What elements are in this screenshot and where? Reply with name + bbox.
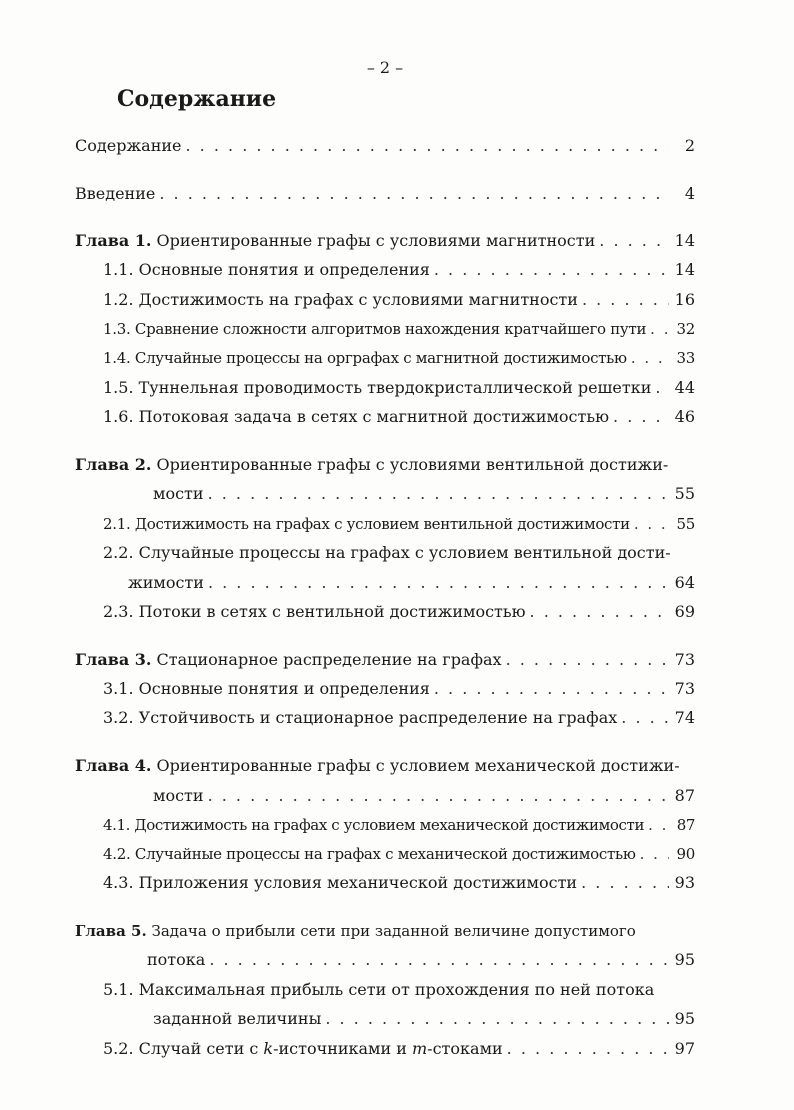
section-number: 2.1. — [103, 515, 131, 533]
section-number: 5.2. — [103, 1039, 134, 1058]
entry-text: Введение — [75, 184, 156, 203]
leader-dots — [655, 378, 669, 398]
toc-entry-1-2[interactable] — [103, 290, 695, 310]
leader-dots — [613, 407, 669, 427]
toc-entry-chapter-4-line1[interactable] — [75, 756, 695, 776]
toc-entry-contents[interactable] — [75, 136, 695, 156]
entry-text: Достижимость на графах с условием механической достижимости — [134, 816, 645, 834]
leader-dots — [434, 679, 669, 699]
entry-text: Случайные процессы на графах с механической достижимостью — [134, 845, 636, 863]
toc-entry-chapter-4[interactable] — [153, 786, 695, 806]
toc-entry-5-2[interactable] — [103, 1039, 695, 1059]
section-number: 1.4. — [103, 349, 131, 367]
toc-entry-chapter-2-line1[interactable] — [75, 455, 695, 475]
entry-text: мости — [153, 786, 204, 805]
chapter-label: Глава 4. — [75, 756, 152, 775]
entry-page: 73 — [674, 650, 695, 669]
entry-text: Туннельная проводимость твердокристаллической решетки — [138, 378, 652, 397]
entry-page: 97 — [674, 1039, 695, 1058]
section-number: 3.1. — [103, 679, 134, 698]
entry-page: 95 — [674, 950, 695, 969]
entry-page: 93 — [674, 873, 695, 892]
entry-text: Потоковая задача в сетях с магнитной достижимостью — [138, 407, 610, 426]
entry-text: Достижимость на графах с условиями магнитности — [138, 290, 578, 309]
leader-dots — [208, 484, 669, 504]
page-number: – 2 – — [366, 58, 404, 77]
leader-dots — [634, 514, 669, 534]
entry-text: Основные понятия и определения — [138, 260, 430, 279]
toc-entry-1-6[interactable] — [103, 407, 695, 427]
leader-dots — [640, 844, 669, 864]
leader-dots — [208, 573, 669, 593]
math-k: k — [263, 1039, 274, 1058]
chapter-label: Глава 2. — [75, 455, 152, 474]
leader-dots — [325, 1009, 669, 1029]
toc-entry-4-2[interactable] — [103, 844, 695, 864]
entry-page: 73 — [674, 679, 695, 698]
entry-text: Случайные процессы на орграфах с магнитной достижимостью — [134, 349, 627, 367]
section-number: 1.2. — [103, 290, 134, 309]
section-number: 1.3. — [103, 320, 131, 338]
toc-entry-4-1[interactable] — [103, 815, 695, 835]
math-m: m — [412, 1039, 428, 1058]
leader-dots — [434, 260, 669, 280]
entry-page: 55 — [676, 515, 695, 533]
leader-dots — [582, 290, 669, 310]
entry-text: Ориентированные графы с условиями магнитности — [156, 231, 596, 250]
entry-page: 14 — [674, 260, 695, 279]
toc-entry-2-2[interactable] — [128, 573, 695, 593]
entry-page: 14 — [674, 231, 695, 250]
chapter-label: Глава 5. — [75, 922, 147, 940]
entry-page: 46 — [674, 407, 695, 426]
entry-text: Достижимость на графах с условием вентильной достижимости — [134, 515, 630, 533]
entry-text: Стационарное распределение на графах — [156, 650, 502, 669]
entry-text-c: -стоками — [427, 1039, 503, 1058]
toc-entry-intro[interactable] — [75, 184, 695, 204]
entry-page: 16 — [674, 290, 695, 309]
leader-dots — [209, 950, 669, 970]
leader-dots — [581, 873, 669, 893]
entry-page: 64 — [674, 573, 695, 592]
entry-text: Сравнение сложности алгоритмов нахождения кратчайшего пути — [134, 320, 647, 338]
entry-page: 87 — [676, 816, 695, 834]
toc-entry-1-1[interactable] — [103, 260, 695, 280]
entry-page: 90 — [676, 845, 695, 863]
section-number: 2.2. — [103, 543, 134, 562]
toc-entry-chapter-1[interactable] — [75, 231, 695, 251]
section-number: 4.1. — [103, 816, 131, 834]
leader-dots — [631, 348, 669, 368]
entry-page: 2 — [684, 136, 695, 155]
entry-text-b: -источниками и — [273, 1039, 412, 1058]
toc-entry-chapter-2[interactable] — [153, 484, 695, 504]
toc-entry-1-4[interactable] — [103, 348, 695, 368]
toc-entry-2-1[interactable] — [103, 514, 695, 534]
entry-text: Приложения условия механической достижимости — [138, 873, 578, 892]
entry-page: 33 — [676, 349, 695, 367]
toc-entry-1-3[interactable] — [103, 319, 695, 339]
entry-text: Ориентированные графы с условием механической достижи- — [156, 756, 680, 775]
leader-dots — [159, 184, 669, 204]
toc-entry-2-2-line1[interactable] — [103, 543, 723, 563]
leader-dots — [599, 231, 669, 251]
entry-text: мости — [153, 484, 204, 503]
leader-dots — [186, 136, 670, 156]
entry-text: Устойчивость и стационарное распределение на графах — [138, 708, 618, 727]
entry-text: потока — [147, 950, 206, 969]
entry-page: 87 — [674, 786, 695, 805]
entry-text: Ориентированные графы с условиями вентильной достижи- — [156, 455, 669, 474]
section-number: 4.2. — [103, 845, 131, 863]
entry-text: Задача о прибыли сети при заданной величине допустимого — [151, 922, 636, 940]
section-number: 1.5. — [103, 378, 134, 397]
entry-text: Максимальная прибыль сети от прохождения по ней потока — [138, 980, 655, 999]
toc-entry-1-5[interactable] — [103, 378, 695, 398]
entry-text: Основные понятия и определения — [138, 679, 430, 698]
entry-text: Случайные процессы на графах с условием вентильной дости- — [138, 543, 671, 562]
leader-dots — [621, 708, 669, 728]
toc-title: Содержание — [117, 86, 277, 112]
toc-entry-5-1-line1[interactable] — [103, 980, 723, 1000]
entry-text-a: Случай сети с — [138, 1039, 264, 1058]
leader-dots — [650, 319, 669, 339]
section-number: 1.6. — [103, 407, 134, 426]
section-number: 2.3. — [103, 602, 134, 621]
entry-page: 4 — [684, 184, 695, 203]
leader-dots — [530, 602, 669, 622]
entry-page: 74 — [674, 708, 695, 727]
section-number: 3.2. — [103, 708, 134, 727]
entry-page: 95 — [674, 1009, 695, 1028]
toc-entry-2-3[interactable] — [103, 602, 695, 622]
toc-entry-3-1[interactable] — [103, 679, 695, 699]
entry-text: Содержание — [75, 136, 182, 155]
entry-page: 44 — [674, 378, 695, 397]
entry-text: заданной величины — [153, 1009, 322, 1028]
section-number: 5.1. — [103, 980, 134, 999]
toc-entry-chapter-5-line1[interactable] — [75, 921, 695, 941]
leader-dots — [506, 650, 669, 670]
entry-text: жимости — [128, 573, 204, 592]
leader-dots — [208, 786, 669, 806]
toc-entry-chapter-5[interactable] — [147, 950, 695, 970]
entry-page: 32 — [676, 320, 695, 338]
section-number: 4.3. — [103, 873, 134, 892]
toc-entry-3-2[interactable] — [103, 708, 695, 728]
section-number: 1.1. — [103, 260, 134, 279]
entry-text: Потоки в сетях с вентильной достижимостью — [138, 602, 526, 621]
leader-dots — [507, 1039, 669, 1059]
chapter-label: Глава 1. — [75, 231, 152, 250]
toc-entry-chapter-3[interactable] — [75, 650, 695, 670]
leader-dots — [648, 815, 669, 835]
toc-entry-4-3[interactable] — [103, 873, 695, 893]
chapter-label: Глава 3. — [75, 650, 152, 669]
entry-page: 55 — [674, 484, 695, 503]
entry-page: 69 — [674, 602, 695, 621]
toc-entry-5-1[interactable] — [153, 1009, 695, 1029]
